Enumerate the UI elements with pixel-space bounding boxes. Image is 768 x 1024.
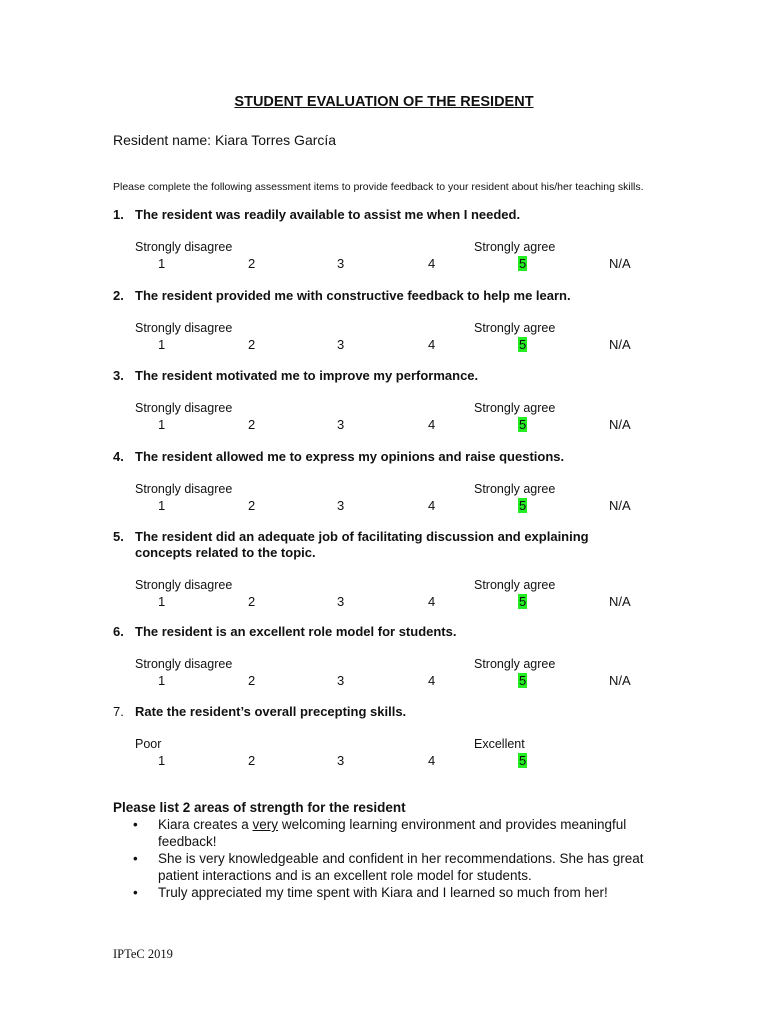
- question-number: 7.: [113, 704, 124, 719]
- scale-option-4: 4: [428, 673, 436, 688]
- bullet-icon: •: [133, 851, 138, 866]
- scale-option-selected: 5: [519, 753, 527, 768]
- scale-option-na: N/A: [609, 337, 631, 352]
- scale-option-selected: 5: [519, 594, 527, 609]
- scale-option-4: 4: [428, 417, 436, 432]
- scale-low-anchor: Strongly disagree: [135, 321, 233, 335]
- scale-option-3: 3: [337, 337, 345, 352]
- scale-option-selected: 5: [519, 498, 527, 513]
- question-number: 2.: [113, 288, 124, 303]
- scale-high-anchor: Strongly agree: [474, 240, 556, 254]
- scale-high-anchor: Strongly agree: [474, 482, 556, 496]
- question-text: The resident did an adequate job of facilitating discussion and explaining concepts related to the topic.: [135, 529, 589, 560]
- scale-low-anchor: Poor: [135, 737, 162, 751]
- strengths-list: [113, 817, 673, 903]
- scale-option-2: 2: [248, 337, 256, 352]
- bullet-icon: •: [133, 885, 138, 900]
- scale-option-3: 3: [337, 673, 345, 688]
- scale-option-2: 2: [248, 673, 256, 688]
- scale-option-na: N/A: [609, 498, 631, 513]
- strength-item: • Truly appreciated my time spent with Kiara and I learned so much from her!: [133, 885, 608, 900]
- scale-option-4: 4: [428, 753, 436, 768]
- scale-low-anchor: Strongly disagree: [135, 657, 233, 671]
- footer-text: IPTeC 2019: [113, 947, 173, 961]
- scale-option-na: N/A: [609, 594, 631, 609]
- scale-option-na: N/A: [609, 417, 631, 432]
- question-text: The resident is an excellent role model for students.: [135, 624, 457, 639]
- question-7-title: [113, 704, 653, 720]
- scale-option-3: 3: [337, 498, 345, 513]
- question-text: The resident provided me with constructive feedback to help me learn.: [135, 288, 571, 303]
- scale-high-anchor: Strongly agree: [474, 321, 556, 335]
- scale-option-selected: 5: [519, 417, 527, 432]
- question-number: 4.: [113, 449, 124, 464]
- scale-option-4: 4: [428, 256, 436, 271]
- scale-option-2: 2: [248, 417, 256, 432]
- scale-option-na: N/A: [609, 256, 631, 271]
- strength-item: • Kiara creates a very welcoming learning environment and provides meaningful feedback!: [133, 817, 627, 849]
- scale-low-anchor: Strongly disagree: [135, 578, 233, 592]
- scale-option-4: 4: [428, 594, 436, 609]
- question-1-title: [113, 207, 653, 223]
- instructions-text: Please complete the following assessment items to provide feedback to your resident about his/her teaching skills.: [113, 181, 644, 193]
- scale-option-selected: 5: [519, 673, 527, 688]
- scale-option-selected: 5: [519, 256, 527, 271]
- question-number: 6.: [113, 624, 124, 639]
- scale-option-4: 4: [428, 498, 436, 513]
- scale-option-1: 1: [158, 753, 166, 768]
- scale-high-anchor: Strongly agree: [474, 657, 556, 671]
- scale-option-1: 1: [158, 417, 166, 432]
- scale-option-2: 2: [248, 594, 256, 609]
- scale-option-1: 1: [158, 256, 166, 271]
- scale-option-3: 3: [337, 594, 345, 609]
- scale-option-na: N/A: [609, 673, 631, 688]
- question-3-title: [113, 368, 653, 384]
- scale-option-1: 1: [158, 594, 166, 609]
- question-4-title: [113, 449, 653, 465]
- scale-option-2: 2: [248, 256, 256, 271]
- scale-low-anchor: Strongly disagree: [135, 482, 233, 496]
- question-text: The resident was readily available to assist me when I needed.: [135, 207, 521, 222]
- question-number: 5.: [113, 529, 124, 544]
- form-title: STUDENT EVALUATION OF THE RESIDENT: [234, 94, 534, 110]
- strength-item: • She is very knowledgeable and confident in her recommendations. She has great patient interactions and is an excellent role model for students.: [133, 851, 644, 883]
- question-text: The resident allowed me to express my opinions and raise questions.: [135, 449, 565, 464]
- question-text: The resident motivated me to improve my performance.: [135, 368, 479, 383]
- question-number: 3.: [113, 368, 124, 383]
- scale-option-selected: 5: [519, 337, 527, 352]
- scale-option-4: 4: [428, 337, 436, 352]
- bullet-icon: •: [133, 817, 138, 832]
- scale-option-3: 3: [337, 417, 345, 432]
- question-number: 1.: [113, 207, 124, 222]
- scale-option-2: 2: [248, 753, 256, 768]
- scale-option-3: 3: [337, 753, 345, 768]
- scale-low-anchor: Strongly disagree: [135, 240, 233, 254]
- scale-option-2: 2: [248, 498, 256, 513]
- scale-high-anchor: Strongly agree: [474, 578, 556, 592]
- resident-name-line: Resident name: Kiara Torres García: [113, 132, 337, 148]
- scale-low-anchor: Strongly disagree: [135, 401, 233, 415]
- question-6-title: [113, 624, 653, 640]
- scale-option-1: 1: [158, 498, 166, 513]
- question-2-title: [113, 288, 653, 304]
- scale-high-anchor: Excellent: [474, 737, 525, 751]
- scale-option-1: 1: [158, 337, 166, 352]
- question-text: Rate the resident’s overall precepting skills.: [135, 704, 407, 719]
- question-5-title: [113, 529, 653, 560]
- strengths-heading: Please list 2 areas of strength for the resident: [113, 800, 406, 815]
- scale-option-3: 3: [337, 256, 345, 271]
- scale-high-anchor: Strongly agree: [474, 401, 556, 415]
- scale-option-1: 1: [158, 673, 166, 688]
